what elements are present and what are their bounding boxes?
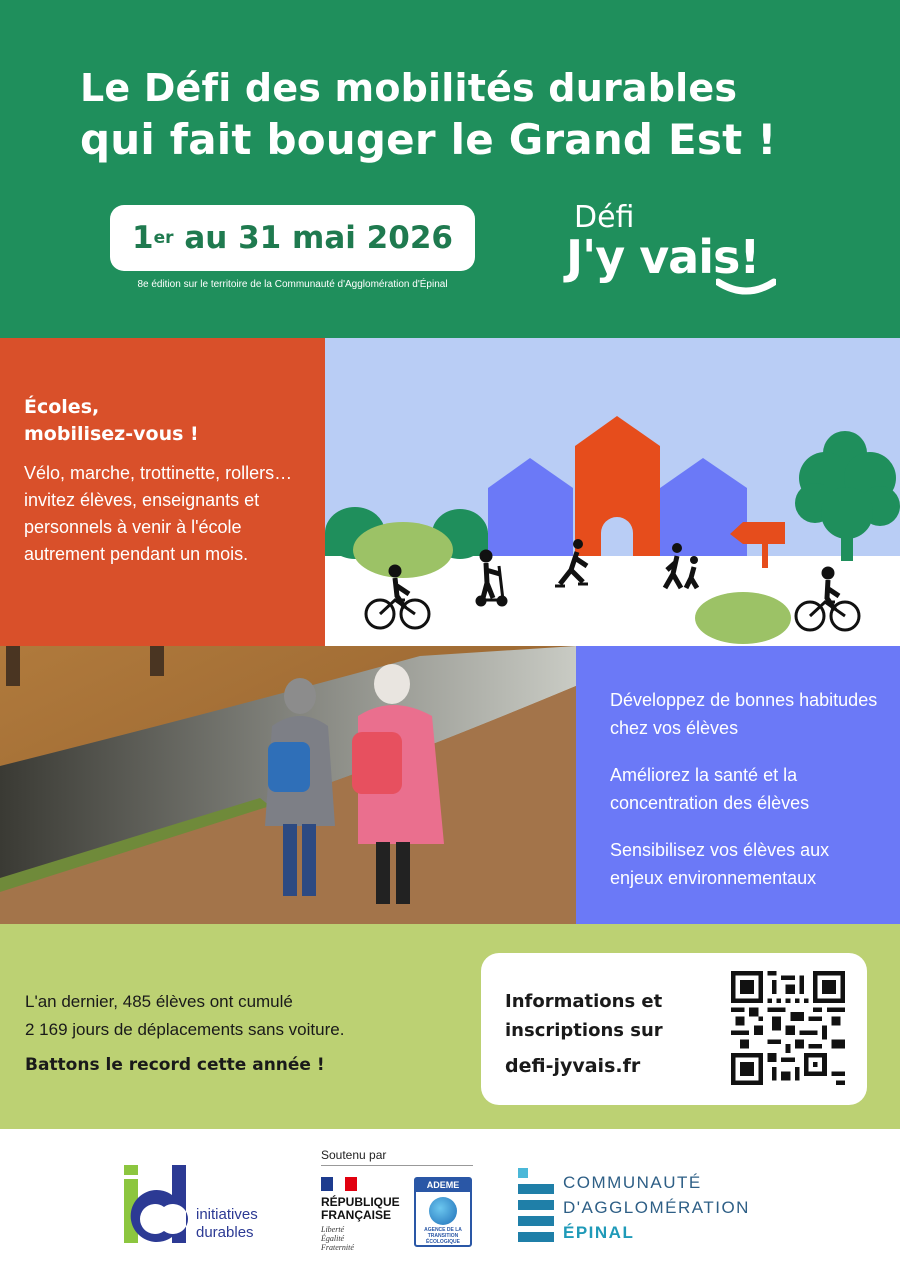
page-title <box>80 62 870 166</box>
date-range: au 31 mai 2026 <box>173 220 453 256</box>
rf-line-2: FRANÇAISE <box>321 1208 392 1222</box>
initiatives-durables-text <box>196 1206 258 1242</box>
supported-by-label: Soutenu par <box>321 1148 387 1162</box>
logo-defi-word: Défi <box>574 200 635 235</box>
ca-line-2: D'AGGLOMÉRATION <box>563 1198 750 1217</box>
schools-heading <box>24 394 303 448</box>
bush-left <box>353 522 453 578</box>
schools-heading-line-1: Écoles, <box>24 396 100 418</box>
info-line-2: inscriptions sur <box>505 1020 663 1041</box>
id-line-1: initiatives <box>196 1206 258 1223</box>
mobility-illustration <box>325 338 900 646</box>
tree-trunk <box>6 646 20 686</box>
ca-line-1: COMMUNAUTÉ <box>563 1173 702 1192</box>
info-box <box>481 953 867 1105</box>
title-line-2: qui fait bouger le Grand Est ! <box>80 115 777 164</box>
date-day: 1 <box>132 220 154 256</box>
edition-text: 8e édition sur le territoire de la Communauté d'Agglomération d'Épinal <box>137 279 448 290</box>
photo-svg <box>0 646 576 924</box>
bush-bottom <box>695 592 791 644</box>
qr-code-icon[interactable] <box>731 971 845 1085</box>
benefits-panel <box>576 646 900 924</box>
motto-egalite: Égalité <box>321 1234 345 1243</box>
rf-line-1: RÉPUBLIQUE <box>321 1195 400 1209</box>
ademe-logo <box>414 1177 472 1247</box>
website-link[interactable]: defi-jyvais.fr <box>505 1055 641 1077</box>
ademe-subtitle: AGENCE DE LA TRANSITION ÉCOLOGIQUE <box>424 1227 462 1245</box>
stats-line-1: L'an dernier, 485 élèves ont cumulé <box>25 992 293 1011</box>
children-photo <box>0 646 576 924</box>
date-badge: 1 er au 31 mai 2026 <box>110 205 475 271</box>
initiatives-durables-logo <box>124 1165 189 1243</box>
globe-icon <box>429 1197 457 1225</box>
title-line-1: Le Défi des mobilités durables <box>80 66 738 110</box>
ademe-title: ADEME <box>416 1179 470 1192</box>
logo-jyvais-word: J'y vais! <box>566 230 760 284</box>
schools-heading-line-2: mobilisez-vous ! <box>24 423 199 445</box>
stats-line-2: 2 169 jours de déplacements sans voiture. <box>25 1020 345 1039</box>
benefit-item: Développez de bonnes habitudes chez vos élèves <box>610 690 878 738</box>
tree-trunk <box>150 646 164 676</box>
ca-line-3: ÉPINAL <box>563 1223 635 1242</box>
benefit-item: Améliorez la santé et la concentration des élèves <box>610 765 810 813</box>
benefit-item: Sensibilisez vos élèves aux enjeux environnementaux <box>610 840 830 888</box>
schools-panel <box>0 338 325 646</box>
defi-jyvais-logo <box>566 200 776 300</box>
record-callout: Battons le record cette année ! <box>25 1055 325 1075</box>
french-flag-icon <box>321 1177 357 1191</box>
illustration-svg <box>325 338 900 646</box>
info-line-1: Informations et <box>505 991 663 1012</box>
motto-liberte: Liberté <box>321 1225 345 1234</box>
stats-text <box>25 988 344 1044</box>
republique-francaise-logo <box>321 1177 411 1252</box>
agglomeration-epinal-text <box>563 1170 750 1245</box>
divider <box>321 1165 473 1166</box>
schools-body: Vélo, marche, trottinette, rollers… invitez élèves, enseignants et personnels à venir à l'école autrement pendant un mois. <box>24 463 293 564</box>
agglomeration-epinal-logo <box>518 1168 554 1242</box>
header-banner <box>0 0 900 338</box>
id-line-2: durables <box>196 1224 254 1241</box>
logo-swoosh-icon <box>716 278 776 298</box>
rf-name <box>321 1196 411 1222</box>
info-heading <box>505 987 663 1045</box>
rf-motto <box>321 1225 411 1252</box>
motto-fraternite: Fraternité <box>321 1243 354 1252</box>
